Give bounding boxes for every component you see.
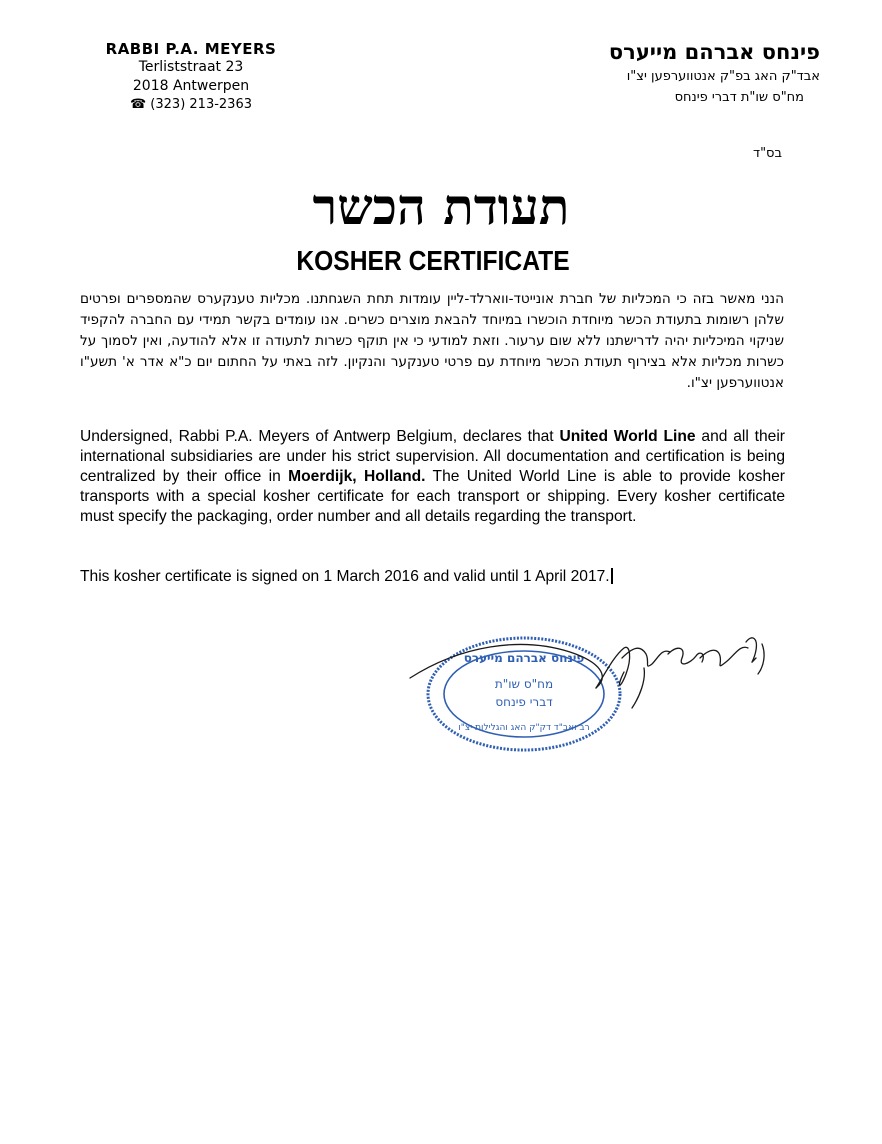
rabbi-name-hebrew: פינחס אברהם מייערס xyxy=(608,40,820,64)
city-address: 2018 Antwerpen xyxy=(132,78,250,94)
validity-statement xyxy=(80,567,785,587)
stamp-outer-text: פינחס אברהם מייערס xyxy=(463,651,585,665)
text-cursor xyxy=(611,568,613,584)
english-body-text-2: and all their international subsidiaries are under his strict supervision. All documentation and certification is being centralized by their office in xyxy=(80,428,786,485)
office-location: Moerdijk, Holland. xyxy=(288,468,426,485)
street-address: Terliststraat 23 xyxy=(138,59,244,75)
rabbi-title-hebrew: אבד"ק האג בפ"ק אנטווערפען יצ"ו xyxy=(626,69,820,84)
signature-and-stamp xyxy=(400,618,780,768)
english-title: KOSHER CERTIFICATE xyxy=(296,245,570,276)
handwritten-signature xyxy=(410,638,764,708)
phone-number: ☎ (323) 213-2363 xyxy=(129,97,252,112)
validity-text: This kosher certificate is signed on 1 March 2016 and valid until 1 April 2017. xyxy=(80,568,610,585)
letterhead-hebrew xyxy=(520,38,820,108)
letterhead-english xyxy=(96,40,286,114)
hebrew-body: הנני מאשר בזה כי המכליות של חברת אונייטד-ווארלד-ליין עומדות תחת השגחתנו. מכליות טענקערס שהמספרים ופרטים שלהן רשומות בתעודת הכשר מיוחדת הוכשרו במיוחד להבאת מוצרים כשרים. אנו עומדים בקשר תמידי עם החברה להקפיד שניקוי המיכליות יהיה לדרישתנו ללא שום ערעור. וזאת למודעי כי אין תוקף כשרות לתעודה זו אלא להודעה, ואין לסמוך על כשרות מכליות אלא בצירוף תעודת הכשר מיוחדת עם פרטי טענקער והנקיון. לזה באתי על החתום יום כ"א אדר א' תשע"ו אנטווערפען יצ"ו. xyxy=(80,291,784,391)
rabbi-book-hebrew: מח"ס שו"ת דברי פינחס xyxy=(674,90,804,105)
english-body xyxy=(80,427,785,527)
hebrew-title: תעודת הכשר xyxy=(312,177,570,236)
english-body-text-1: Undersigned, Rabbi P.A. Meyers of Antwerp Belgium, declares that xyxy=(80,428,560,445)
company-name: United World Line xyxy=(559,428,696,445)
stamp-bottom-text: רב ואב"ד דק"ק האג והגלילות יצ"ו xyxy=(458,723,590,733)
english-body-text-3: The United World Line is able to provide kosher transports with a special kosher certificate for each transport or shipping. Every kosher certificate must specify the packaging, order number and all details regarding the transport. xyxy=(80,468,785,525)
stamp-mid-text: מח"ס שו"ת xyxy=(494,677,554,691)
signature-area xyxy=(400,618,780,768)
bsd-mark: בס"ד xyxy=(752,146,782,161)
stamp-inner-text: דברי פינחס xyxy=(495,695,553,709)
rabbi-name: RABBI P.A. MEYERS xyxy=(105,40,277,58)
